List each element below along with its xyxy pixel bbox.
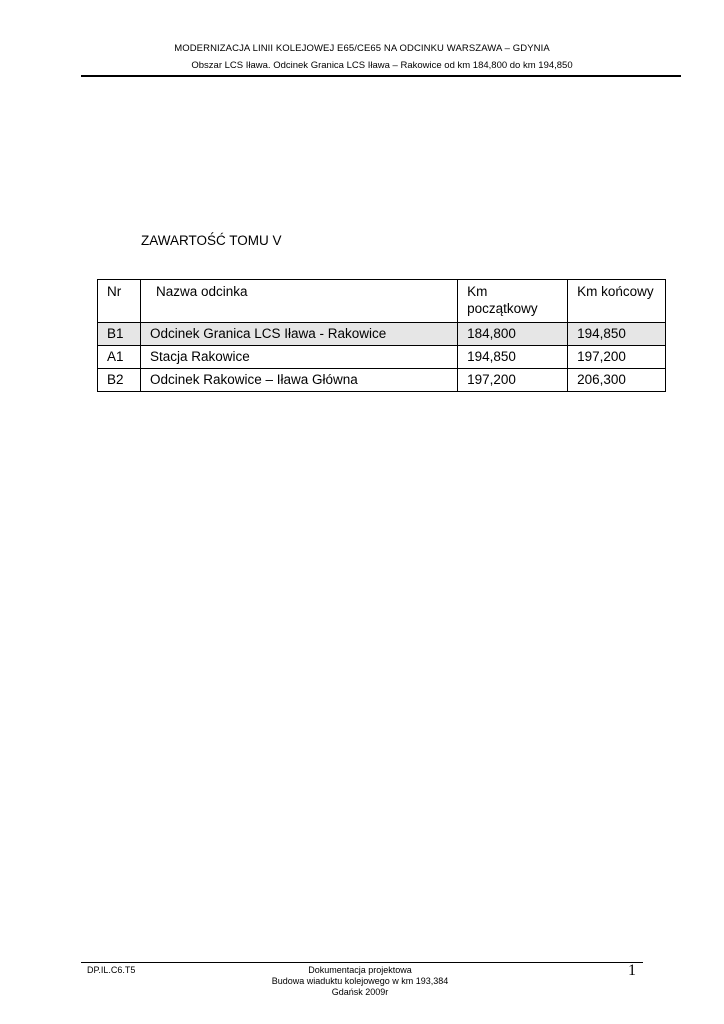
row-km-end: 206,300 (568, 369, 666, 392)
column-header-km-end: Km końcowy (568, 280, 666, 323)
row-km-end: 194,850 (568, 323, 666, 346)
row-nr: B2 (98, 369, 141, 392)
table-row (98, 323, 666, 346)
footer-line3: Gdańsk 2009r (331, 987, 389, 997)
column-header-name: Nazwa odcinka (140, 280, 457, 323)
row-km-start: 197,200 (458, 369, 568, 392)
footer-description (210, 965, 510, 998)
column-header-km-start (458, 280, 568, 323)
contents-table (97, 279, 666, 392)
table-row (98, 369, 666, 392)
row-km-start: 194,850 (458, 346, 568, 369)
row-nr: A1 (98, 346, 141, 369)
column-header-nr: Nr (98, 280, 141, 323)
row-nr: B1 (98, 323, 141, 346)
header-section-subtitle: Obszar LCS Iława. Odcinek Granica LCS Iława – Rakowice od km 184,800 do km 194,850 (191, 60, 573, 71)
header-project-title: MODERNIZACJA LINII KOLEJOWEJ E65/CE65 NA ODCINKU WARSZAWA – GDYNIA (174, 43, 550, 54)
footer-line1: Dokumentacja projektowa (308, 965, 412, 975)
row-km-start: 184,800 (458, 323, 568, 346)
row-name: Odcinek Granica LCS Iława - Rakowice (140, 323, 457, 346)
footer-line2: Budowa wiaduktu kolejowego w km 193,384 (271, 976, 449, 986)
column-header-km-start-line1: Km (467, 284, 488, 299)
row-km-end: 197,200 (568, 346, 666, 369)
footer-document-code: DP.IL.C6.T5 (87, 965, 136, 975)
header-divider (81, 75, 681, 77)
column-header-km-start-line2: początkowy (467, 301, 538, 316)
page-number: 1 (628, 962, 636, 979)
section-title: ZAWARTOŚĆ TOMU V (141, 233, 282, 248)
row-name: Stacja Rakowice (140, 346, 457, 369)
table-header-row (98, 280, 666, 323)
row-name: Odcinek Rakowice – Iława Główna (140, 369, 457, 392)
table-row (98, 346, 666, 369)
footer-divider (81, 962, 643, 963)
